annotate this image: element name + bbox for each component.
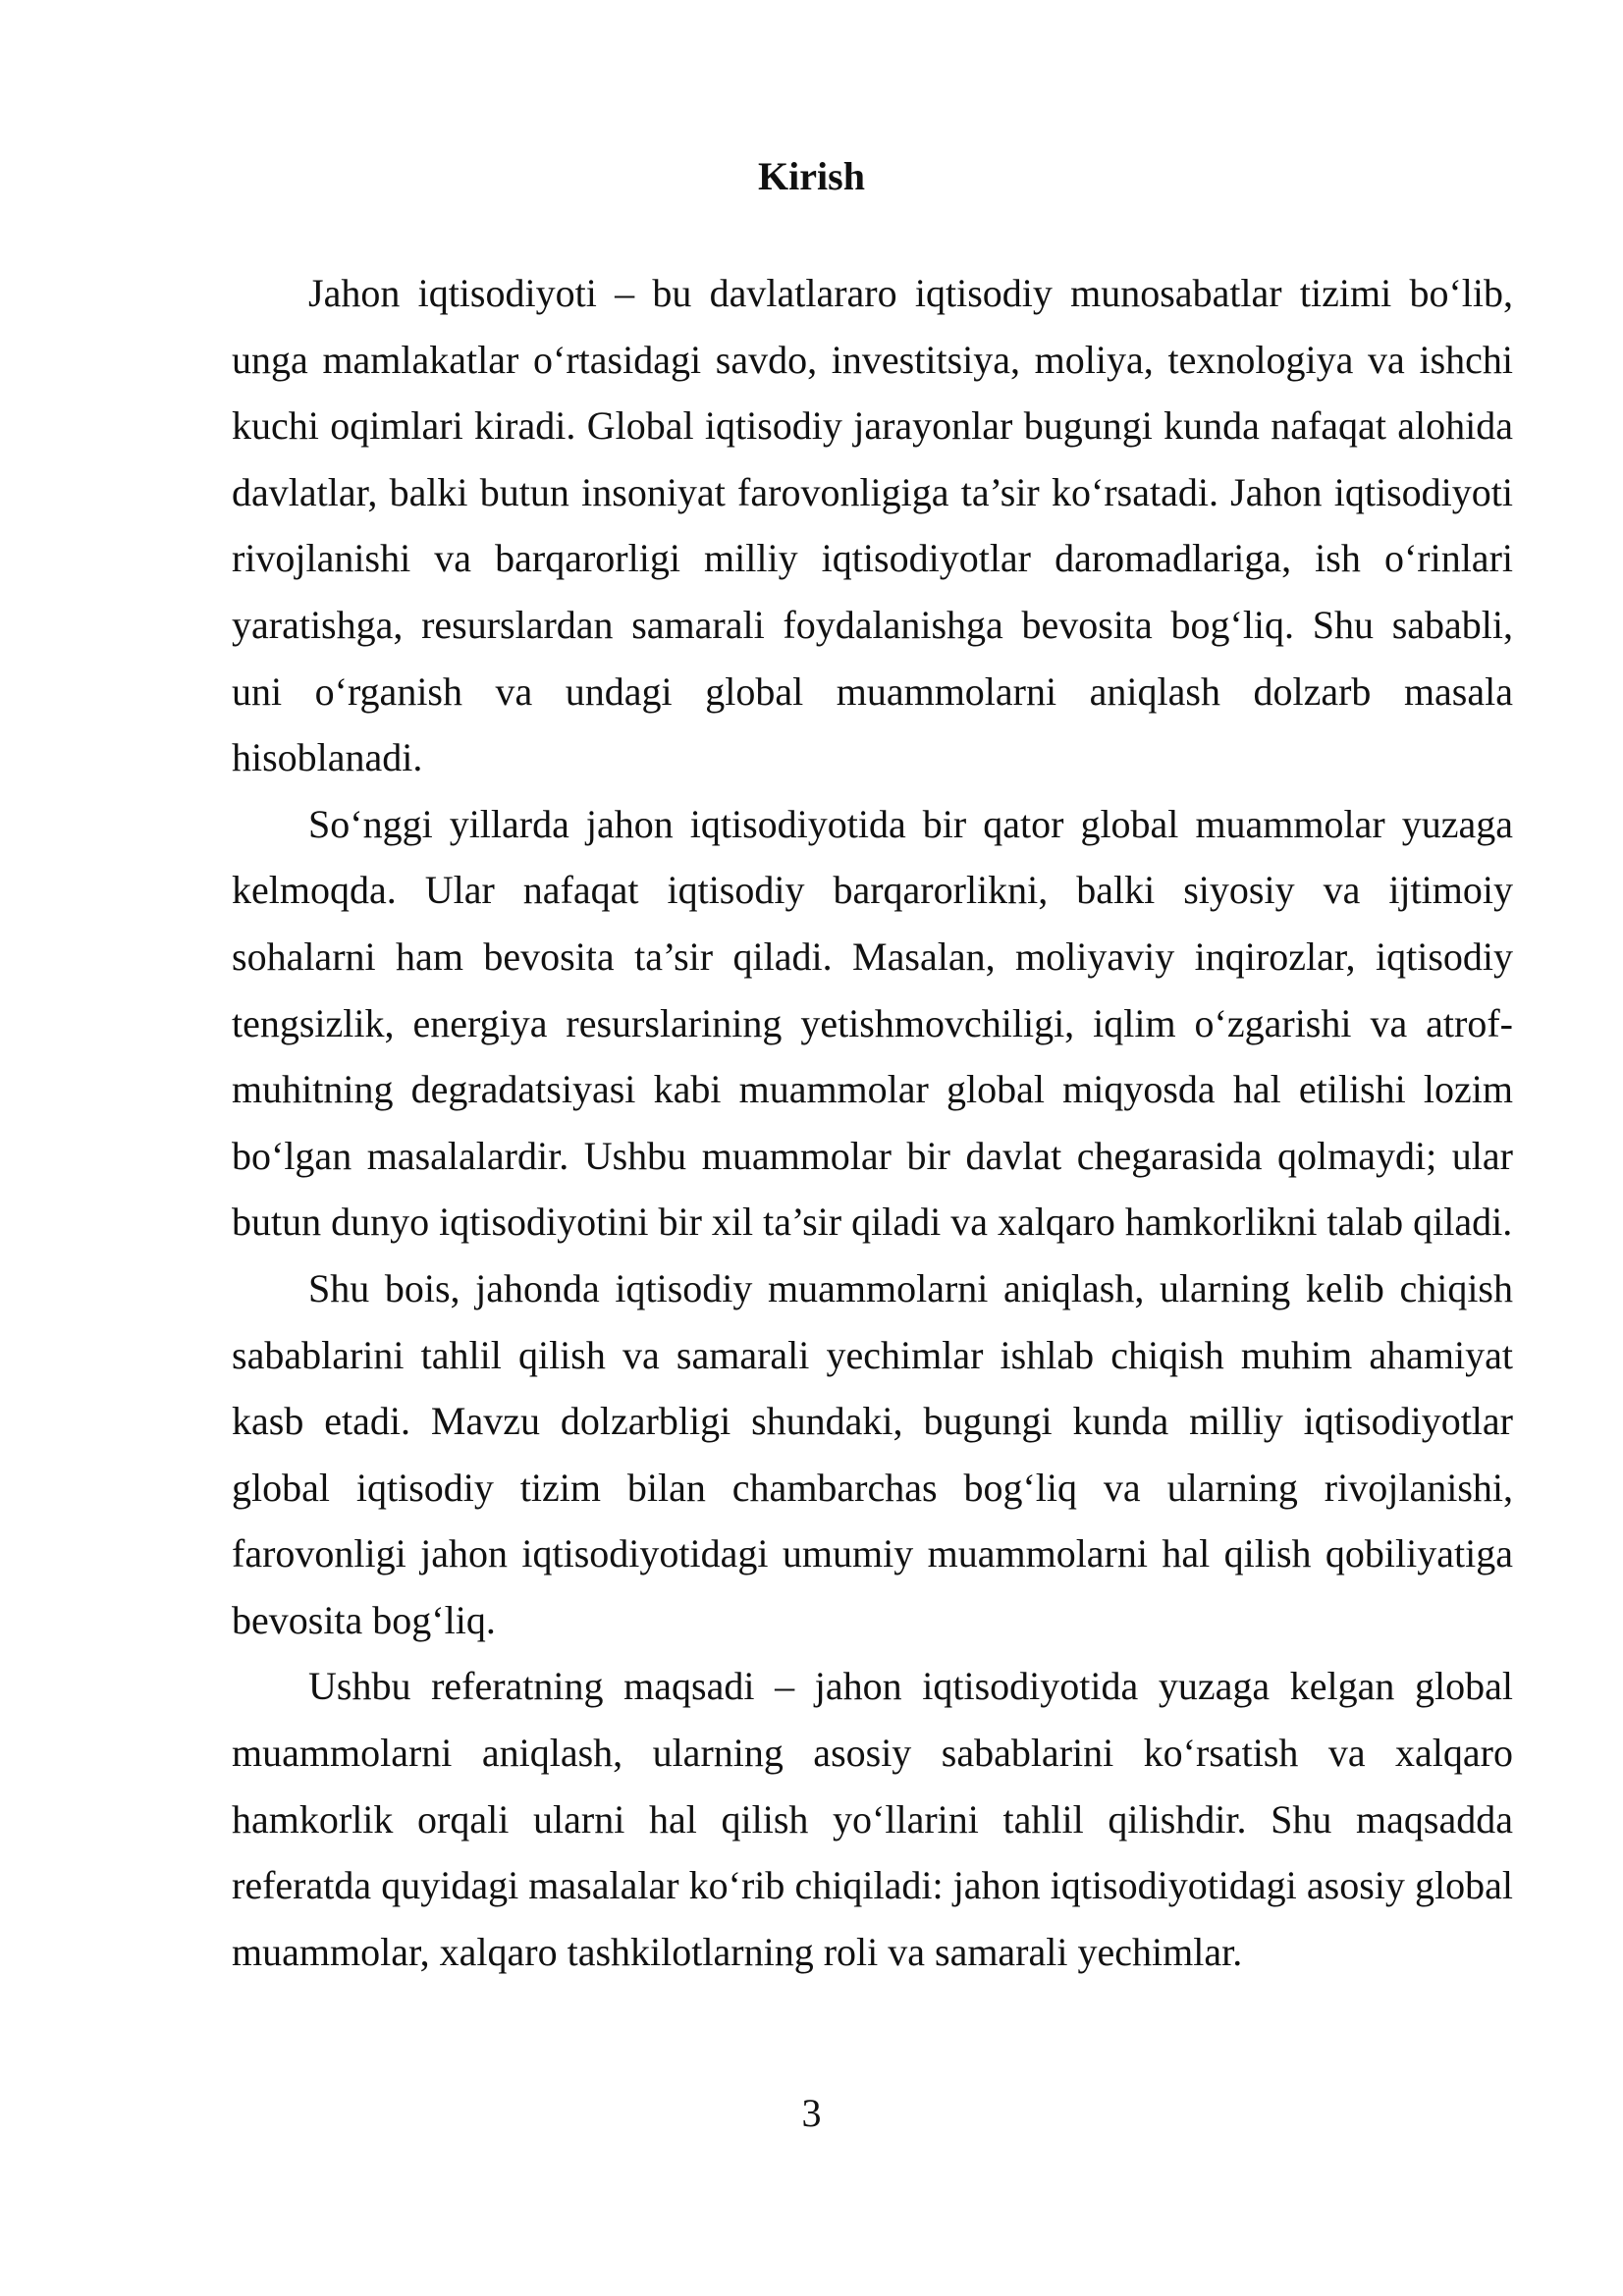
paragraph-4: Ushbu referatning maqsadi – jahon iqtisodiyotida yuzaga kelgan global muammolarni aniqlash, ularning asosiy sabablarini ko‘rsatish va xalqaro hamkorlik orqali ularni hal qilish yo‘llarini tahlil qilishdir. Shu maqsadda referatda quyidagi masalalar ko‘rib chiqiladi: jahon iqtisodiyotidagi asosiy global muammolar, xalqaro tashkilotlarning roli va samarali yechimlar. xyxy=(232,1664,1513,1974)
paragraph-1: Jahon iqtisodiyoti – bu davlatlararo iqtisodiy munosabatlar tizimi bo‘lib, unga mamlakatlar o‘rtasidagi savdo, investitsiya, moliya, texnologiya va ishchi kuchi oqimlari kiradi. Global iqtisodiy jarayonlar bugungi kunda nafaqat alohida davlatlar, balki butun insoniyat farovonligiga ta’sir ko‘rsatadi. Jahon iqtisodiyoti rivojlanishi va barqarorligi milliy iqtisodiyotlar daromadlariga, ish o‘rinlari yaratishga, resurslardan samarali foydalanishga bevosita bog‘liq. Shu sababli, uni o‘rganish va undagi global muammolarni aniqlash dolzarb masala hisoblanadi. xyxy=(232,271,1513,780)
paragraph-2: So‘nggi yillarda jahon iqtisodiyotida bir qator global muammolar yuzaga kelmoqda. Ular nafaqat iqtisodiy barqarorlikni, balki siyosiy va ijtimoiy sohalarni ham bevosita ta’sir qiladi. Masalan, moliyaviy inqirozlar, iqtisodiy tengsizlik, energiya resurslarining yetishmovchiligi, iqlim o‘zgarishi va atrof-muhitning degradatsiyasi kabi muammolar global miqyosda hal etilishi lozim bo‘lgan masalalardir. Ushbu muammolar bir davlat chegarasida qolmaydi; ular butun dunyo iqtisodiyotini bir xil ta’sir qiladi va xalqaro hamkorlikni talab qiladi. xyxy=(232,801,1513,1245)
body-text xyxy=(232,260,1513,1985)
paragraph-3: Shu bois, jahonda iqtisodiy muammolarni aniqlash, ularning kelib chiqish sabablarini tahlil qilish va samarali yechimlar ishlab chiqish muhim ahamiyat kasb etadi. Mavzu dolzarbligi shundaki, bugungi kunda milliy iqtisodiyotlar global iqtisodiy tizim bilan chambarchas bog‘liq va ularning rivojlanishi, farovonligi jahon iqtisodiyotidagi umumiy muammolarni hal qilish qobiliyatiga bevosita bog‘liq. xyxy=(232,1265,1513,1642)
page-title: Kirish xyxy=(758,154,865,198)
page-number: 3 xyxy=(801,2091,822,2135)
